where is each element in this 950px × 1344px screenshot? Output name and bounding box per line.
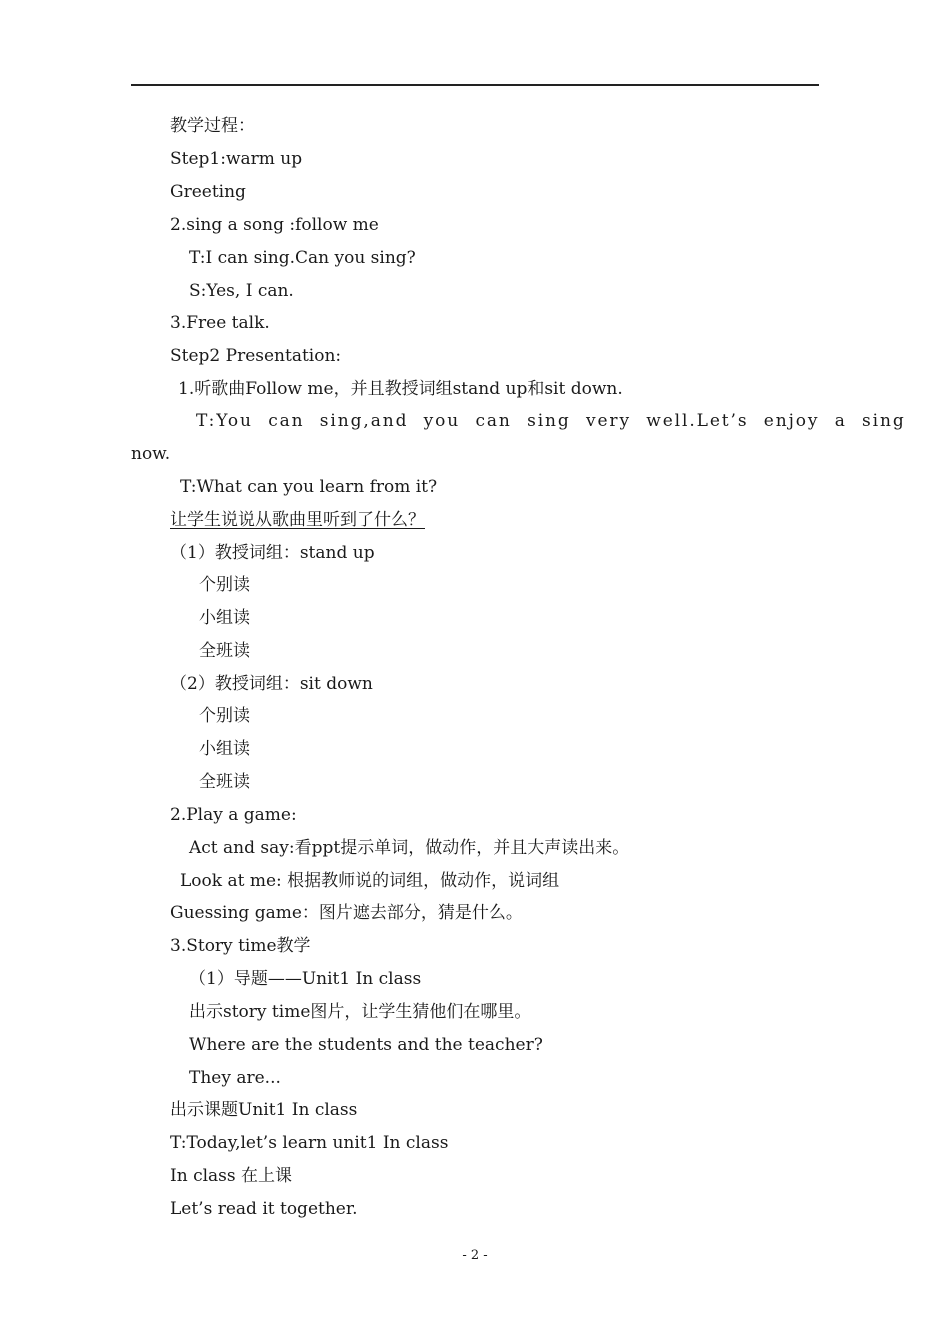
section-heading: 教学过程： — [170, 116, 255, 136]
text-line: They are... — [189, 1068, 281, 1088]
sub-item: （1）教授词组：stand up — [170, 543, 375, 563]
text-line: 出示课题Unit1 In class — [170, 1100, 358, 1120]
dialogue-line: S:Yes, I can. — [189, 281, 294, 301]
list-item: 个别读 — [199, 706, 250, 726]
text-line-continued: now. — [131, 444, 171, 464]
text-line: 1.听歌曲Follow me，并且教授词组stand up和sit down. — [178, 379, 623, 399]
text-line: Greeting — [170, 182, 246, 202]
text-line: 3.Free talk. — [170, 313, 270, 333]
step-title: Step1:warm up — [170, 149, 303, 169]
sub-item: （2）教授词组：sit down — [170, 674, 373, 694]
underlined-note: 让学生说说从歌曲里听到了什么？ — [170, 510, 425, 530]
list-item: 小组读 — [199, 608, 250, 628]
list-item: 全班读 — [199, 641, 250, 661]
text-line: Guessing game：图片遮去部分，猜是什么。 — [170, 903, 523, 923]
step-title: Step2 Presentation: — [170, 346, 342, 366]
text-line: 出示story time图片，让学生猜他们在哪里。 — [189, 1002, 532, 1022]
dialogue-line: T:I can sing.Can you sing? — [189, 248, 416, 268]
list-item: 个别读 — [199, 575, 250, 595]
dialogue-line: T:Today,let’s learn unit1 In class — [170, 1133, 449, 1153]
text-line: 3.Story time教学 — [170, 936, 311, 956]
list-item: 小组读 — [199, 739, 250, 759]
text-line: Look at me: 根据教师说的词组，做动作，说词组 — [180, 871, 560, 891]
text-line: Where are the students and the teacher? — [189, 1035, 543, 1055]
text-line: Act and say:看ppt提示单词，做动作，并且大声读出来。 — [189, 838, 630, 858]
dialogue-text: T:You can sing,and you can sing very well.Let’s enjoy a sing — [196, 411, 906, 431]
dialogue-line: T:What can you learn from it? — [180, 477, 438, 497]
text-line: Let’s read it together. — [170, 1199, 358, 1219]
text-line: 2.sing a song :follow me — [170, 215, 379, 235]
sub-item: （1）导题——Unit1 In class — [189, 969, 422, 989]
text-line: 2.Play a game: — [170, 805, 297, 825]
page-number: - 2 - — [462, 1248, 488, 1263]
list-item: 全班读 — [199, 772, 250, 792]
dialogue-line — [196, 410, 906, 432]
header-rule — [131, 84, 819, 86]
text-line: In class 在上课 — [170, 1166, 293, 1186]
